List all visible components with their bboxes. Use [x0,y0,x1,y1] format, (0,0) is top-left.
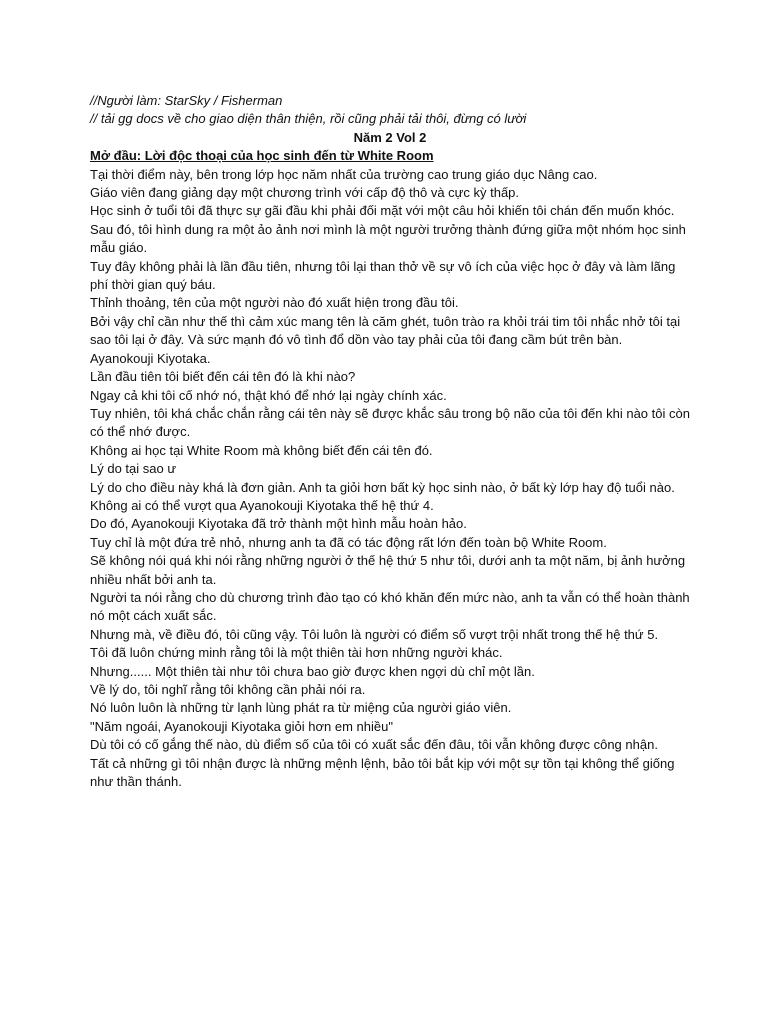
paragraph: Tôi đã luôn chứng minh rằng tôi là một thiên tài hơn những người khác. [90,645,503,661]
paragraph: Người ta nói rằng cho dù chương trình đào tạo có khó khăn đến mức nào, anh ta vẫn có thể hoàn thành nó một cách xuất sắc. [90,589,690,624]
paragraph: Bởi vậy chỉ cần như thế thì cảm xúc mang tên là căm ghét, tuôn trào ra khỏi trái tim tôi nhắc nhở tôi tại sao tôi lại ở đây. Và sức mạnh đó vô tình đổ dồn vào tay phải của tôi đang cầm bút trên bàn. [90,313,681,348]
paragraph: "Năm ngoái, Ayanokouji Kiyotaka giỏi hơn em nhiều" [90,718,393,734]
paragraph: Lý do tại sao ư [90,461,177,477]
paragraph: Tuy nhiên, tôi khá chắc chắn rằng cái tên này sẽ được khắc sâu trong bộ não của tôi đến khi nào tôi còn có thể nhớ được. [90,405,690,440]
paragraph: Thỉnh thoảng, tên của một người nào đó xuất hiện trong đầu tôi. [90,295,459,311]
chapter-title: Mở đầu: Lời độc thoại của học sinh đến từ White Room [90,148,434,164]
paragraph: Sẽ không nói quá khi nói rằng những người ở thế hệ thứ 5 như tôi, dưới anh ta một năm, bị ảnh hưởng nhiều nhất bởi anh ta. [90,553,686,587]
paragraph: Dù tôi có cố gắng thế nào, dù điểm số của tôi có xuất sắc đến đâu, tôi vẫn không được công nhận. [90,737,658,753]
volume-title: Năm 2 Vol 2 [353,129,427,145]
paragraph: Về lý do, tôi nghĩ rằng tôi không cần phải nói ra. [90,682,366,697]
paragraph: Giáo viên đang giảng dạy một chương trình với cấp độ thô và cực kỳ thấp. [90,185,520,201]
translator-credit: //Người làm: StarSky / Fisherman [90,93,283,108]
paragraph: Sau đó, tôi hình dung ra một ảo ảnh nơi mình là một người trưởng thành đứng giữa một nhóm học sinh mẫu giáo. [90,221,686,256]
paragraph: Do đó, Ayanokouji Kiyotaka đã trở thành một hình mẫu hoàn hảo. [90,516,467,532]
document-page [90,92,690,791]
paragraph: Tuy chỉ là một đứa trẻ nhỏ, nhưng anh ta đã có tác động rất lớn đến toàn bộ White Room. [90,534,607,550]
paragraph: Lý do cho điều này khá là đơn giản. Anh ta giỏi hơn bất kỳ học sinh nào, ở bất kỳ lớp hay độ tuổi nào. [90,479,675,495]
paragraph: Ngay cả khi tôi cố nhớ nó, thật khó để nhớ lại ngày chính xác. [90,387,447,403]
paragraph: Nhưng...... Một thiên tài như tôi chưa bao giờ được khen ngợi dù chỉ một lần. [90,663,535,679]
paragraph: Không ai có thể vượt qua Ayanokouji Kiyotaka thế hệ thứ 4. [90,497,434,513]
body-text [90,166,690,792]
download-note: // tải gg docs về cho giao diện thân thiện, rồi cũng phải tải thôi, đừng có lười [90,111,527,127]
paragraph: Tất cả những gì tôi nhận được là những mệnh lệnh, bảo tôi bắt kịp với một sự tồn tại không thể giống như thần thánh. [90,755,675,790]
paragraph: Tại thời điểm này, bên trong lớp học năm nhất của trường cao trung giáo dục Nâng cao. [90,166,598,182]
paragraph: Nó luôn luôn là những từ lạnh lùng phát ra từ miệng của người giáo viên. [90,700,512,716]
paragraph: Ayanokouji Kiyotaka. [90,350,211,366]
paragraph: Tuy đây không phải là lần đầu tiên, nhưng tôi lại than thở về sự vô ích của việc học ở đây và làm lãng phí thời gian quý báu. [90,258,676,293]
paragraph: Lần đầu tiên tôi biết đến cái tên đó là khi nào? [90,369,356,385]
paragraph: Học sinh ở tuổi tôi đã thực sự gãi đầu khi phải đối mặt với một câu hỏi khiến tôi chán đến muốn khóc. [90,203,675,219]
paragraph: Không ai học tại White Room mà không biết đến cái tên đó. [90,442,433,458]
paragraph: Nhưng mà, về điều đó, tôi cũng vậy. Tôi luôn là người có điểm số vượt trội nhất trong thế hệ thứ 5. [90,626,659,642]
